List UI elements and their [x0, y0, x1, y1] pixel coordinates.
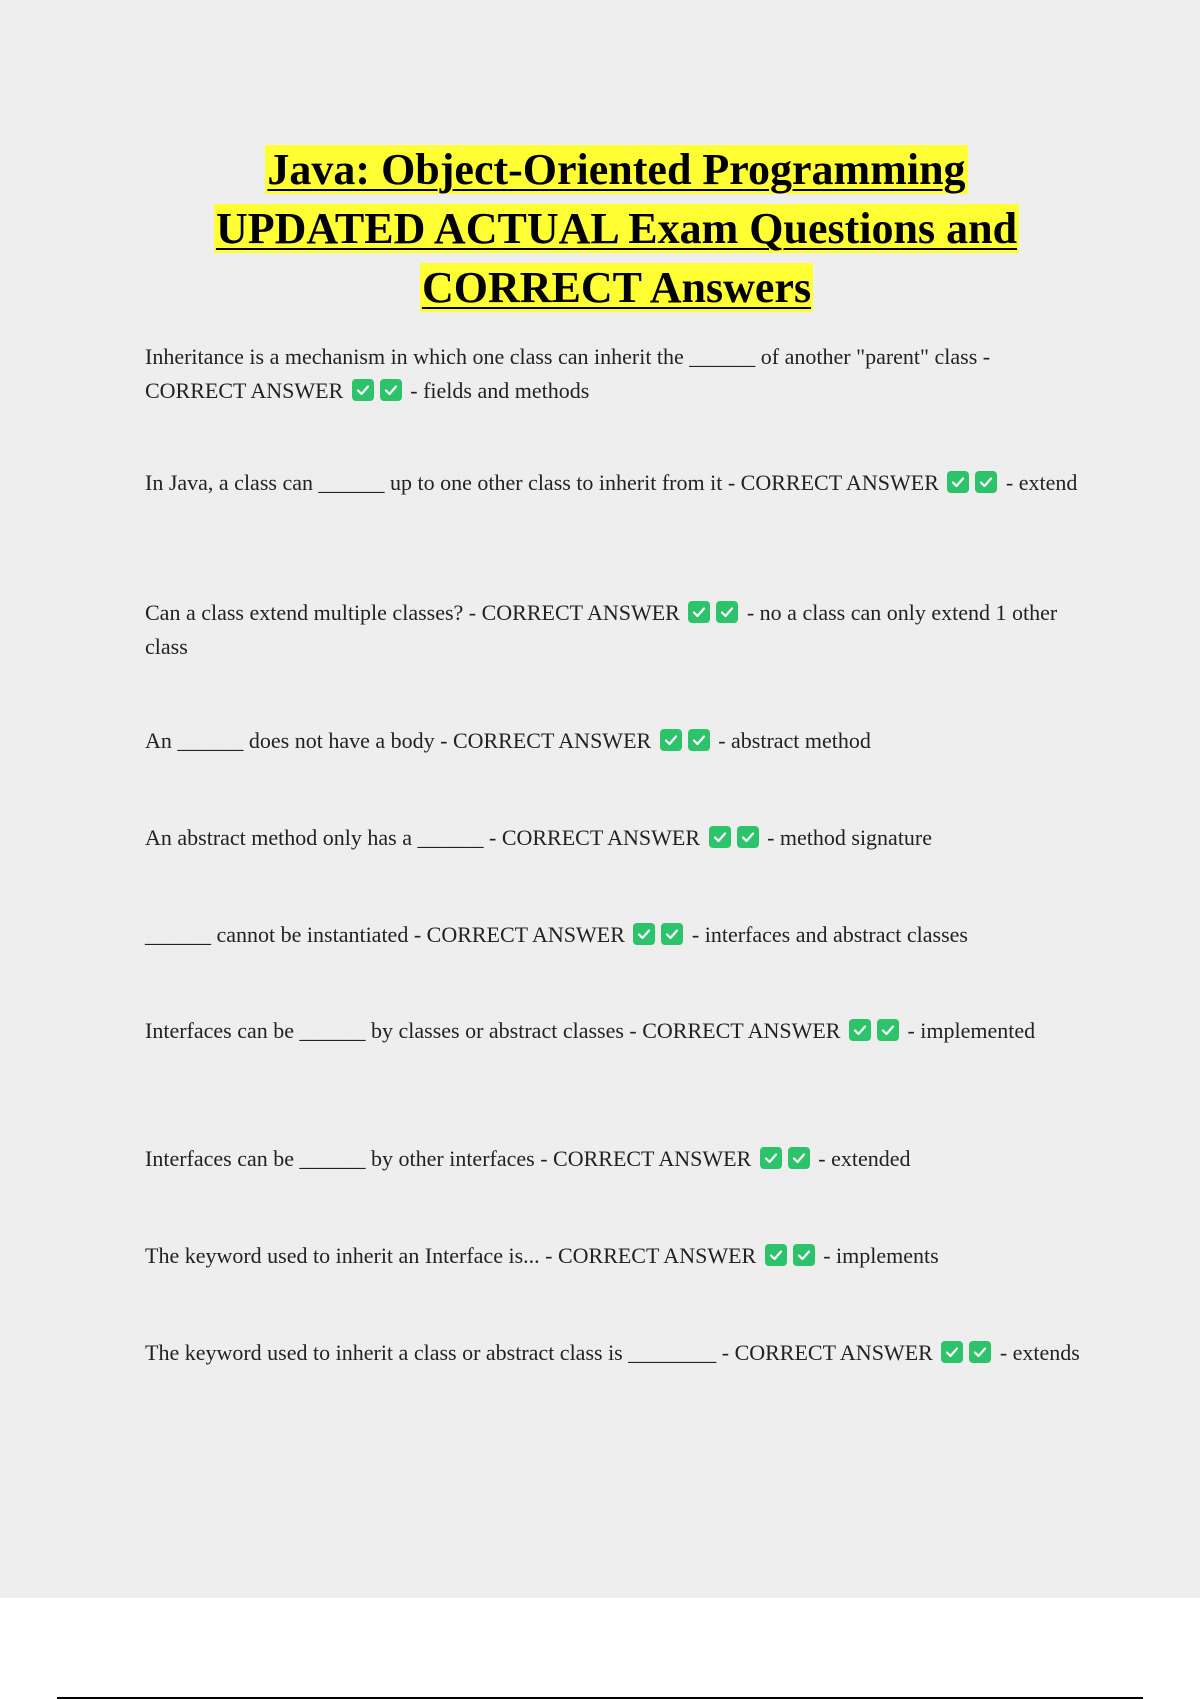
- check-mark-icon: [793, 1244, 815, 1266]
- check-mark-icon: [947, 471, 969, 493]
- check-mark-icon: [737, 826, 759, 848]
- check-mark-icon: [688, 729, 710, 751]
- question-text: Interfaces can be ______ by classes or abstract classes - CORRECT ANSWER: [145, 1018, 841, 1043]
- question-text: An abstract method only has a ______ - CORRECT ANSWER: [145, 825, 701, 850]
- page-separator: [57, 1697, 1143, 1699]
- question-text: In Java, a class can ______ up to one other class to inherit from it - CORRECT ANSWER: [145, 470, 939, 495]
- answer-text: - abstract method: [718, 728, 871, 753]
- qa-item-9: [145, 1239, 1085, 1273]
- check-mark-icon: [633, 923, 655, 945]
- answer-text: - extends: [999, 1340, 1080, 1365]
- check-mark-icon: [975, 471, 997, 493]
- check-mark-icon: [877, 1019, 899, 1041]
- check-mark-icon: [352, 379, 374, 401]
- question-text: Inheritance is a mechanism in which one class can inherit the ______ of another "parent" class - CORRECT ANSWER: [145, 344, 991, 403]
- question-text: ______ cannot be instantiated - CORRECT ANSWER: [145, 922, 625, 947]
- answer-text: - no a class can only extend 1 other class: [145, 600, 1058, 659]
- qa-item-8: [145, 1142, 1085, 1176]
- title-line-1: Java: Object-Oriented Programming: [267, 145, 966, 194]
- title-line-3: CORRECT Answers: [421, 263, 812, 312]
- qa-item-10: [145, 1336, 1085, 1370]
- check-mark-icon: [765, 1244, 787, 1266]
- check-mark-icon: [941, 1341, 963, 1363]
- question-text: The keyword used to inherit an Interface is... - CORRECT ANSWER: [145, 1243, 757, 1268]
- qa-item-1: [145, 340, 1085, 408]
- answer-text: - method signature: [767, 825, 933, 850]
- check-mark-icon: [716, 601, 738, 623]
- qa-item-6: [145, 918, 1085, 952]
- check-mark-icon: [709, 826, 731, 848]
- check-mark-icon: [380, 379, 402, 401]
- check-mark-icon: [760, 1147, 782, 1169]
- answer-text: - implemented: [907, 1018, 1036, 1043]
- qa-item-3: [145, 596, 1085, 664]
- answer-text: - interfaces and abstract classes: [691, 922, 968, 947]
- qa-item-5: [145, 821, 1085, 855]
- answer-text: - implements: [823, 1243, 939, 1268]
- check-mark-icon: [688, 601, 710, 623]
- question-text: Can a class extend multiple classes? - CORRECT ANSWER: [145, 600, 680, 625]
- question-text: The keyword used to inherit a class or abstract class is ________ - CORRECT ANSWER: [145, 1340, 933, 1365]
- answer-text: - extend: [1005, 470, 1078, 495]
- check-mark-icon: [788, 1147, 810, 1169]
- qa-item-7: [145, 1014, 1085, 1048]
- check-mark-icon: [660, 729, 682, 751]
- question-text: Interfaces can be ______ by other interfaces - CORRECT ANSWER: [145, 1146, 752, 1171]
- question-text: An ______ does not have a body - CORRECT ANSWER: [145, 728, 652, 753]
- check-mark-icon: [661, 923, 683, 945]
- qa-item-4: [145, 724, 1085, 758]
- document-title: [150, 140, 1083, 317]
- answer-text: - fields and methods: [410, 378, 590, 403]
- check-mark-icon: [969, 1341, 991, 1363]
- title-line-2: UPDATED ACTUAL Exam Questions and: [215, 204, 1018, 253]
- check-mark-icon: [849, 1019, 871, 1041]
- answer-text: - extended: [818, 1146, 911, 1171]
- qa-item-2: [145, 466, 1085, 500]
